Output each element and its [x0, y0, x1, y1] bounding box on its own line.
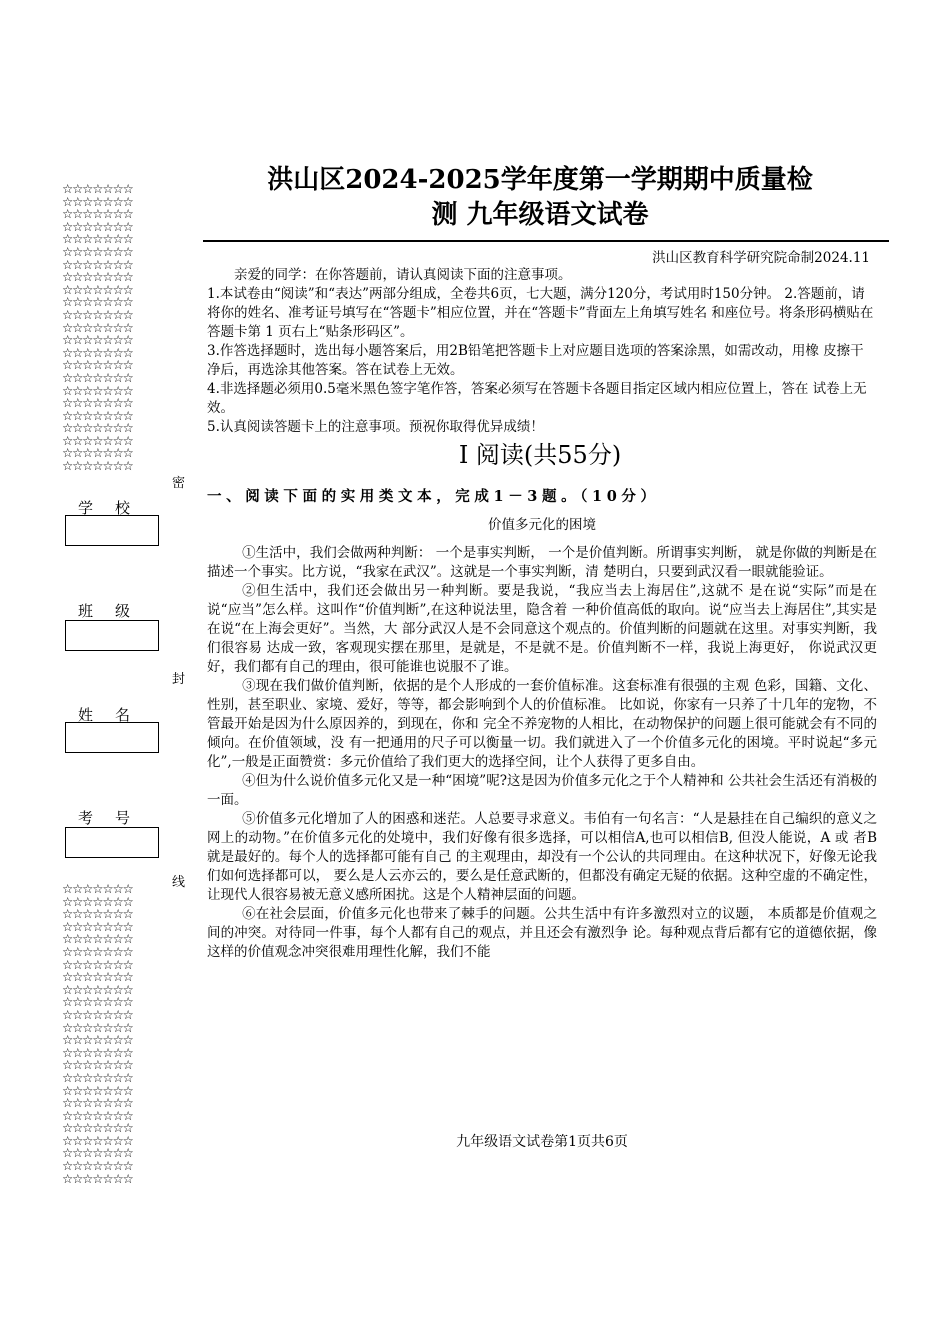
article-paragraph-3: ③现在我们做价值判断，依据的是个人形成的一套价值标准。这套标准有很强的主观 色彩，国籍、文化、性别，甚至职业、家境、爱好，等等，都会影响到个人的价值标准。 比如说，你家有一只养了十几年的宠物，不管最开始是因为什么原因养的，到现在，你和 完全不养宠物的人相比，在动物保护的问题上很可能就会有不同的倾向。在价值领域，没 有一把通用的尺子可以衡量一切。我们就进入了一个价值多元化的困境。平时说起“多元 化”,一般是正面赞赏：多元价值给了我们更大的选择空间，让个人获得了更多自由。	[207, 678, 877, 770]
notice-item-4: 5.认真阅读答题卡上的注意事项。预祝你取得优异成绩！	[207, 419, 544, 435]
article-title: 价值多元化的困境	[488, 517, 596, 533]
page-footer: 九年级语文试卷第1页共6页	[456, 1134, 628, 1150]
seal-mark-mi: 密	[172, 476, 186, 491]
class-field[interactable]	[65, 620, 159, 651]
exam-notice	[207, 266, 877, 437]
name-label: 姓名	[78, 706, 153, 724]
exam-title-line1: 洪山区2024-2025学年度第一学期期中质量检	[267, 165, 813, 195]
notice-item-1: 1.本试卷由“阅读”和“表达”两部分组成，全卷共6页，七大题，满分120分，考试用时150分钟。 2.答题前，请将你的姓名、准考证号填写在“答题卡”相应位置，并在“答题卡”背面左上角填写姓名 和座位号。将条形码横贴在答题卡第 1 页右上“贴条形码区”。	[207, 286, 874, 340]
section-title: Ⅰ 阅读(共55分)	[458, 441, 622, 469]
name-field[interactable]	[65, 722, 159, 753]
article-paragraph-5: ⑤价值多元化增加了人的困惑和迷茫。人总要寻求意义。韦伯有一句名言：“人是悬挂在自己编织的意义之网上的动物。”在价值多元化的处境中，我们好像有很多选择，可以相信A,也可以相信B, 但没人能说，A 或 者B 就是最好的。每个人的选择都可能有自己 的主观理由，却没有一个公认的共同理由。在这种状况下，好像无论我们如何选择都可以， 要么是人云亦云的，要么是任意武断的，但都没有确定无疑的依据。这种空虚的不确定性， 让现代人很容易被无意义感所困扰。这是个人精神层面的问题。	[207, 811, 877, 903]
notice-greeting: 亲爱的同学：在你答题前，请认真阅读下面的注意事项。	[234, 267, 572, 283]
seal-mark-xian: 线	[172, 875, 186, 890]
decorative-star-border-top: ☆☆☆☆☆☆☆ ☆☆☆☆☆☆☆ ☆☆☆☆☆☆☆ ☆☆☆☆☆☆☆ ☆☆☆☆☆☆☆ ☆☆☆☆☆☆☆ ☆☆☆☆☆☆☆ ☆☆☆☆☆☆☆ ☆☆☆☆☆☆☆ ☆☆☆☆☆☆☆ ☆☆☆☆☆☆☆ ☆☆☆☆☆☆☆ ☆☆☆☆☆☆☆ ☆☆☆☆☆☆☆ ☆☆☆☆☆☆☆ ☆☆☆☆☆☆☆ ☆☆☆☆☆☆☆ ☆☆☆☆☆☆☆ ☆☆☆☆☆☆☆ ☆☆☆☆☆☆☆ ☆☆☆☆☆☆☆ ☆☆☆☆☆☆☆ ☆☆☆☆☆☆☆	[62, 183, 133, 473]
question-title: 一、阅读下面的实用类文本，完成1－3题。（10分）	[207, 488, 660, 505]
title-divider	[203, 240, 889, 242]
notice-item-2: 3.作答选择题时，选出每小题答案后，用2B铅笔把答题卡上对应题目选项的答案涂黑，如需改动，用橡 皮擦干净后，再选涂其他答案。答在试卷上无效。	[207, 343, 864, 378]
article-paragraph-6: ⑥在社会层面，价值多元化也带来了棘手的问题。公共生活中有许多激烈对立的议题， 本质都是价值观之间的冲突。对待同一件事，每个人都有自己的观点，并且还会有激烈争 论。每种观点背后都有它的道德依据，像这样的价值观念冲突很难用理性化解，我们不能	[207, 906, 877, 960]
class-label: 班级	[78, 602, 153, 620]
school-field[interactable]	[65, 515, 159, 546]
article-body	[207, 544, 877, 962]
school-label: 学校	[78, 499, 153, 517]
article-paragraph-2: ②但生活中，我们还会做出另一种判断。要是我说，“我应当去上海居住”,这就不 是在说“实际”而是在说“应当”怎么样。这叫作“价值判断”,在这种说法里，隐含着 一种价值高低的取向。说“应当去上海居住”,其实是在说“在上海会更好”。当然，大 部分武汉人是不会同意这个观点的。价值判断的问题就在这里。对事实判断，我们很容易 达成一致，客观现实摆在那里，是就是，不是就不是。价值判断不一样，我说上海更好， 你说武汉更好，我们都有自己的理由，很可能谁也说服不了谁。	[207, 583, 877, 675]
exam-number-field[interactable]	[65, 827, 159, 858]
exam-number-label: 考号	[78, 809, 153, 827]
article-paragraph-1: ①生活中，我们会做两种判断： 一个是事实判断， 一个是价值判断。所谓事实判断， 就是你做的判断是在描述一个事实。比方说，“我家在武汉”。这就是一个事实判断，清 楚明白，只要到武汉看一眼就能验证。	[207, 545, 877, 580]
decorative-star-border-bottom: ☆☆☆☆☆☆☆ ☆☆☆☆☆☆☆ ☆☆☆☆☆☆☆ ☆☆☆☆☆☆☆ ☆☆☆☆☆☆☆ ☆☆☆☆☆☆☆ ☆☆☆☆☆☆☆ ☆☆☆☆☆☆☆ ☆☆☆☆☆☆☆ ☆☆☆☆☆☆☆ ☆☆☆☆☆☆☆ ☆☆☆☆☆☆☆ ☆☆☆☆☆☆☆ ☆☆☆☆☆☆☆ ☆☆☆☆☆☆☆ ☆☆☆☆☆☆☆ ☆☆☆☆☆☆☆ ☆☆☆☆☆☆☆ ☆☆☆☆☆☆☆ ☆☆☆☆☆☆☆ ☆☆☆☆☆☆☆ ☆☆☆☆☆☆☆ ☆☆☆☆☆☆☆ ☆☆☆☆☆☆☆	[62, 883, 133, 1183]
notice-item-3: 4.非选择题必须用0.5毫米黑色签字笔作答，答案必须写在答题卡各题目指定区域内相应位置上，答在 试卷上无效。	[207, 381, 867, 416]
exam-title-line2: 测 九年级语文试卷	[431, 200, 649, 230]
article-paragraph-4: ④但为什么说价值多元化又是一种“困境”呢?这是因为价值多元化之于个人精神和 公共社会生活还有消极的一面。	[207, 773, 877, 808]
seal-mark-feng: 封	[172, 672, 186, 687]
institute-credit: 洪山区教育科学研究院命制2024.11	[652, 250, 870, 266]
